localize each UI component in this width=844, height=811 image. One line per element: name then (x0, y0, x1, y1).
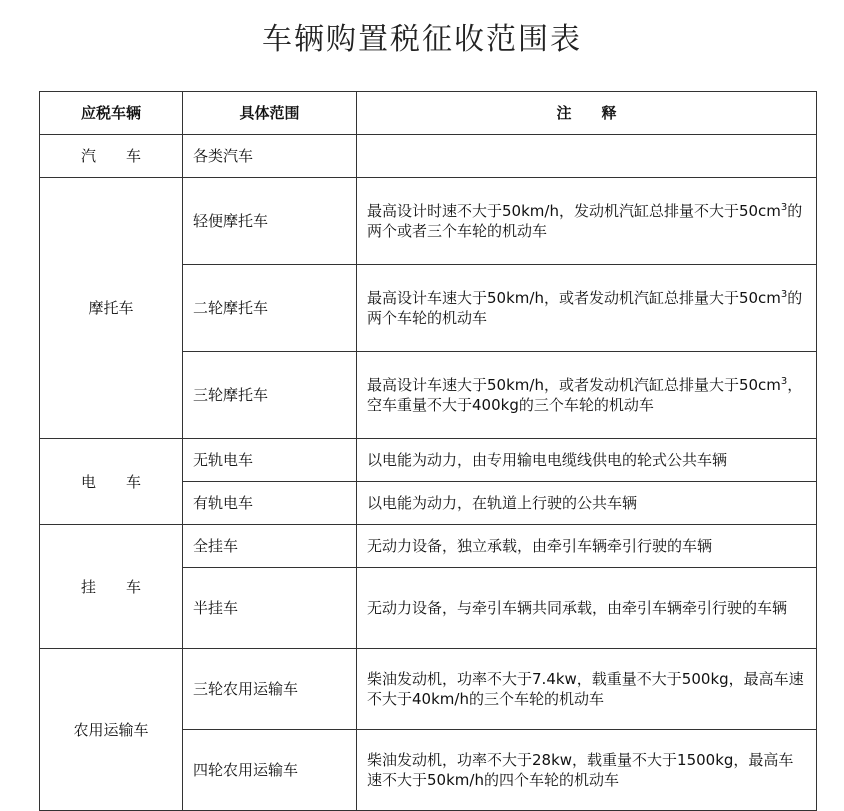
superscript: 3 (780, 376, 788, 387)
note-cell: 柴油发动机，功率不大于28kw，载重量不大于1500kg，最高车速不大于50km/h的四个车轮的机动车 (357, 730, 817, 811)
note-text: 的两个车轮的机动车 (367, 289, 803, 327)
category-cell: 摩托车 (40, 178, 183, 439)
superscript: 3 (780, 202, 788, 213)
header-notes: 注 释 (357, 92, 817, 135)
category-cell: 农用运输车 (40, 649, 183, 811)
note-cell (357, 135, 817, 178)
scope-cell: 四轮农用运输车 (183, 730, 357, 811)
note-cell: 无动力设备，与牵引车辆共同承载，由牵引车辆牵引行驶的车辆 (357, 568, 817, 649)
superscript: 3 (780, 289, 788, 300)
note-text: 最高设计车速大于50km/h，或者发动机汽缸总排量大于50cm (367, 376, 781, 394)
table-row (40, 649, 817, 730)
header-taxable-vehicle: 应税车辆 (40, 92, 183, 135)
header-specific-scope: 具体范围 (183, 92, 357, 135)
note-cell: 以电能为动力，由专用输电电缆线供电的轮式公共车辆 (357, 439, 817, 482)
note-cell: 无动力设备，独立承载，由牵引车辆牵引行驶的车辆 (357, 525, 817, 568)
note-cell (357, 178, 817, 265)
scope-cell: 半挂车 (183, 568, 357, 649)
table-row (40, 135, 817, 178)
note-cell: 柴油发动机，功率不大于7.4kw，载重量不大于500kg，最高车速不大于40km/h的三个车轮的机动车 (357, 649, 817, 730)
table-header-row (40, 92, 817, 135)
page-title: 车辆购置税征收范围表 (262, 22, 582, 57)
note-text: 最高设计车速大于50km/h，或者发动机汽缸总排量大于50cm (367, 289, 781, 307)
note-text: 最高设计时速不大于50km/h，发动机汽缸总排量不大于50cm (367, 202, 781, 220)
scope-cell: 无轨电车 (183, 439, 357, 482)
category-cell: 汽 车 (40, 135, 183, 178)
note-text: ，空车重量不大于400kg的三个车轮的机动车 (367, 376, 803, 414)
scope-cell: 有轨电车 (183, 482, 357, 525)
category-cell: 电 车 (40, 439, 183, 525)
note-cell (357, 352, 817, 439)
note-text: 的两个或者三个车轮的机动车 (367, 202, 803, 240)
scope-cell: 二轮摩托车 (183, 265, 357, 352)
scope-cell: 全挂车 (183, 525, 357, 568)
scope-cell: 三轮农用运输车 (183, 649, 357, 730)
table-row (40, 178, 817, 265)
note-cell (357, 265, 817, 352)
scope-cell: 各类汽车 (183, 135, 357, 178)
scope-cell: 轻便摩托车 (183, 178, 357, 265)
table-row (40, 439, 817, 482)
tax-scope-table (39, 91, 817, 811)
scope-cell: 三轮摩托车 (183, 352, 357, 439)
note-cell: 以电能为动力，在轨道上行驶的公共车辆 (357, 482, 817, 525)
table-row (40, 525, 817, 568)
category-cell: 挂 车 (40, 525, 183, 649)
